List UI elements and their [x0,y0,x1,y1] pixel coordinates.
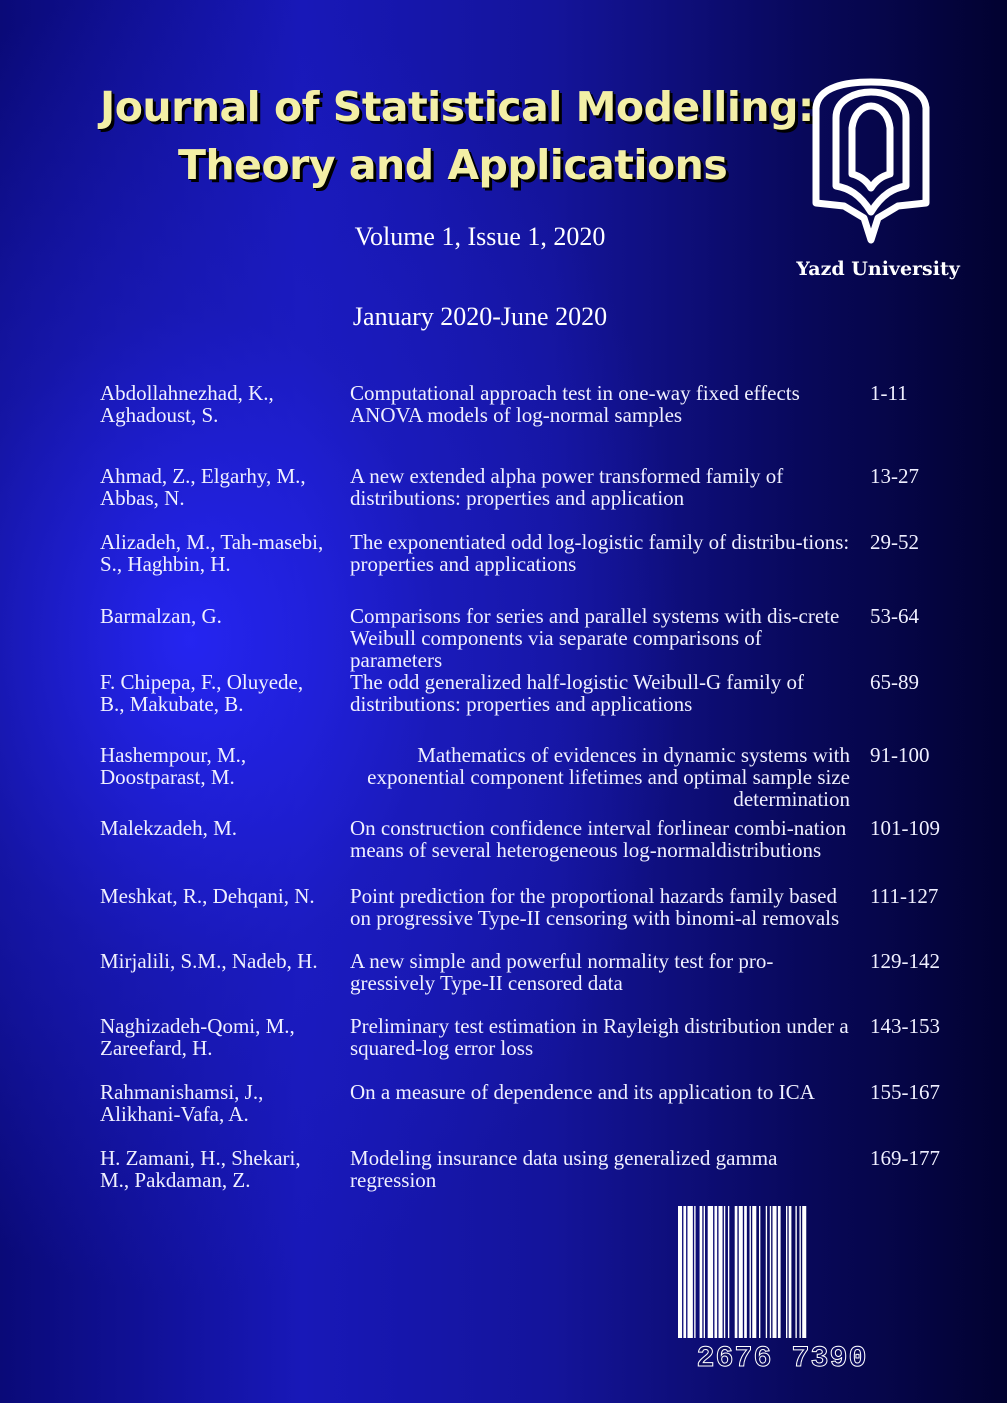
toc-article-title: On a measure of dependence and its application to ICA [350,1080,815,1104]
barcode-bar [795,1206,796,1338]
toc-pages: 111-127 [870,884,939,908]
toc-article-title: Modeling insurance data using generalized gamma regression [350,1146,778,1192]
toc-pages: 169-177 [870,1146,940,1170]
barcode-bar [739,1206,743,1338]
barcode-bar [694,1206,695,1338]
toc-pages: 91-100 [870,743,930,767]
toc-article-title: Comparisons for series and parallel systems with dis-crete Weibull components via separate comparisons of parameters [350,604,840,672]
barcode-bar [802,1206,806,1338]
toc-article-title: Mathematics of evidences in dynamic systems with exponential component lifetimes and optimal sample size determination [367,743,850,811]
barcode-number: 2676 7390 [696,1342,868,1376]
university-logo-icon [808,78,934,248]
toc-pages: 53-64 [870,604,919,628]
toc-pages: 143-153 [870,1014,940,1038]
barcode-bar [708,1206,713,1338]
barcode-bar [683,1206,686,1338]
barcode-bar [744,1206,747,1338]
barcode-bar [728,1206,729,1338]
toc-article-title: The exponentiated odd log-logistic family of distribu-tions: properties and applications [350,530,850,576]
barcode-bar [750,1206,751,1338]
barcode-bar [714,1206,717,1338]
barcode-bar [687,1206,692,1338]
barcode-bar [735,1206,738,1338]
journal-title [100,78,820,194]
barcode-bar [770,1206,771,1338]
toc-article-title: A new extended alpha power transformed family of distributions: properties and application [350,464,784,510]
barcode-bar [704,1206,705,1338]
toc-article-title: Computational approach test in one-way fixed effects ANOVA models of log-normal samples [350,381,800,427]
toc-authors: F. Chipepa, F., Oluyede, B., Makubate, B. [100,670,304,716]
toc-article-title: On construction confidence interval forlinear combi-nation means of several heterogeneous log-normaldistributions [350,816,847,862]
toc-pages: 1-11 [870,381,908,405]
barcode-bars-icon [676,1206,888,1338]
toc-article-title: Point prediction for the proportional hazards family based on progressive Type-II censoring with binomi-al removals [350,884,840,930]
toc-pages: 129-142 [870,949,940,973]
toc-authors: Meshkat, R., Dehqani, N. [100,884,315,908]
toc-authors: Ahmad, Z., Elgarhy, M., Abbas, N. [100,464,306,510]
barcode-bar [752,1206,756,1338]
toc-authors: Malekzadeh, M. [100,816,238,840]
barcode-bar [766,1206,767,1338]
toc-article-title: The odd generalized half-logistic Weibull-G family of distributions: properties and applications [350,670,804,716]
toc-article-title: A new simple and powerful normality test for pro-gressively Type-II censored data [350,949,774,995]
toc-pages: 101-109 [870,816,940,840]
barcode-bar [773,1206,777,1338]
toc-authors: Hashempour, M., Doostparast, M. [100,743,247,789]
barcode-bar [800,1206,801,1338]
barcode-bar [789,1206,792,1338]
journal-title-line2: Theory and Applications [178,141,728,189]
volume-issue: Volume 1, Issue 1, 2020 [354,222,606,251]
barcode-bar [678,1206,682,1338]
toc-article-title: Preliminary test estimation in Rayleigh distribution under a squared-log error loss [350,1014,849,1060]
barcode-bar [719,1206,723,1338]
issue-period: January 2020-June 2020 [352,302,608,331]
toc-authors: H. Zamani, H., Shekari, M., Pakdaman, Z. [100,1146,301,1192]
toc-pages: 13-27 [870,464,919,488]
toc-authors: Mirjalili, S.M., Nadeb, H. [100,949,318,973]
toc-pages: 29-52 [870,530,919,554]
university-name: Yazd University [796,258,960,280]
barcode [676,1206,888,1380]
barcode-bar [724,1206,725,1338]
barcode-bar [786,1206,787,1338]
journal-title-line1: Journal of Statistical Modelling: [100,83,814,131]
barcode-bar [778,1206,781,1338]
toc-authors: Naghizadeh-Qomi, M., Zareefard, H. [100,1014,295,1060]
toc-pages: 65-89 [870,670,919,694]
toc-authors: Alizadeh, M., Tah-masebi, S., Haghbin, H. [100,530,324,576]
toc-authors: Rahmanishamsi, J., Alikhani-Vafa, A. [100,1080,264,1126]
toc-authors: Barmalzan, G. [100,604,222,628]
toc-pages: 155-167 [870,1080,940,1104]
barcode-bar [759,1206,760,1338]
barcode-bar [700,1206,703,1338]
toc-authors: Abdollahnezhad, K., Aghadoust, S. [100,381,274,427]
